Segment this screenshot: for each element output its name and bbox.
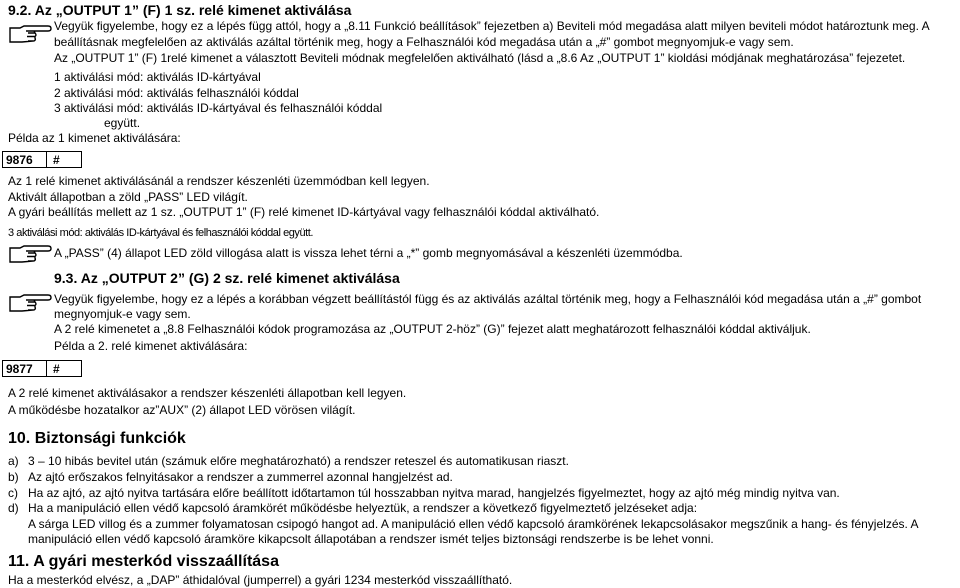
list-item-cont: manipuláció ellen védő kapcsoló áramköre kikapcsolt állapotában a rendszer ismét teljes biztonsági rendszerbe is be lehet vonni. bbox=[28, 532, 714, 546]
mode-line: 1 aktiválási mód: aktiválás ID-kártyával bbox=[54, 70, 261, 84]
section-heading-9-3: 9.3. Az „OUTPUT 2” (G) 2 sz. relé kimenet aktiválása bbox=[54, 270, 400, 286]
text-line: Az 1 relé kimenet aktiválásánál a rendszer készenléti üzemmódban kell legyen. bbox=[8, 174, 430, 188]
code-digits: 9876 bbox=[3, 152, 47, 167]
list-item-label: b) bbox=[8, 470, 19, 484]
code-example-box bbox=[2, 360, 82, 377]
text-line: A 2 relé kimenetet a „8.8 Felhasználói kódok programozása az „OUTPUT 2-höz” (G)” fejezet alatt meghatározott felhasználói kóddal aktiváljuk. bbox=[54, 322, 811, 336]
section-heading-9-2: 9.2. Az „OUTPUT 1” (F) 1 sz. relé kimenet aktiválása bbox=[8, 2, 352, 18]
text-line: Az „OUTPUT 1” (F) 1relé kimenet a választott Beviteli módnak megfelelően aktiválható (lásd a „8.6 Az „OUTPUT 1” kioldási módjának meghatározása” fejezetet. bbox=[54, 51, 906, 65]
code-example-box bbox=[2, 151, 82, 168]
pointing-hand-icon bbox=[8, 24, 52, 44]
code-digits: 9877 bbox=[3, 361, 47, 376]
text-line: Ha a mesterkód elvész, a „DAP” áthidalóval (jumperrel) a gyári 1234 mesterkód visszaállítható. bbox=[8, 573, 513, 587]
text-line: A „PASS” (4) állapot LED zöld villogása alatt is vissza lehet térni a „*” gomb megnyomásával a készenléti üzemmódba. bbox=[54, 246, 683, 260]
list-item: Ha az ajtó, az ajtó nyitva tartására előre beállított időtartamon túl hosszabban nyitva marad, hangjelzés figyelmeztet, hogy az ajtó még mindig nyitva van. bbox=[28, 486, 840, 500]
section-heading-11: 11. A gyári mesterkód visszaállítása bbox=[8, 553, 279, 570]
text-line: Vegyük figyelembe, hogy ez a lépés a korábban végzett beállítástól függ és az aktiválás azáltal történik meg, hogy a Felhasználói kód megadása után a „#” gombot bbox=[54, 292, 922, 306]
pointing-hand-icon bbox=[8, 293, 52, 313]
text-line: A működésbe hozatalkor az”AUX” (2) állapot LED vörösen világít. bbox=[8, 403, 356, 417]
text-line: 3 aktiválási mód: aktiválás ID-kártyával és felhasználói kóddal együtt. bbox=[8, 227, 313, 239]
example-label: Példa az 1 kimenet aktiválására: bbox=[8, 131, 181, 145]
mode-line: 3 aktiválási mód: aktiválás ID-kártyával és felhasználói kóddal bbox=[54, 101, 383, 115]
text-line: A 2 relé kimenet aktiválásakor a rendszer készenléti állapotban kell legyen. bbox=[8, 386, 407, 400]
example-label: Példa a 2. relé kimenet aktiválására: bbox=[54, 339, 248, 353]
list-item: 3 – 10 hibás bevitel után (számuk előre meghatározható) a rendszer reteszel és automatikusan riaszt. bbox=[28, 454, 569, 468]
text-line: megnyomjuk-e vagy sem. bbox=[54, 307, 191, 321]
code-hash: # bbox=[53, 361, 60, 376]
pointing-hand-icon bbox=[8, 244, 52, 264]
list-item: Ha a manipuláció ellen védő kapcsoló áramkörét működésbe helyeztük, a rendszer a következő figyelmeztető jelzéseket adja: bbox=[28, 501, 698, 515]
text-line: Aktivált állapotban a zöld „PASS” LED világít. bbox=[8, 190, 248, 204]
mode-line-cont: együtt. bbox=[104, 116, 141, 130]
list-item-label: c) bbox=[8, 486, 18, 500]
text-line: A gyári beállítás mellett az 1 sz. „OUTPUT 1” (F) relé kimenet ID-kártyával vagy felhasználói kóddal aktiválható. bbox=[8, 205, 600, 219]
list-item-cont: A sárga LED villog és a zummer folyamatosan csipogó hangot ad. A manipuláció ellen védő kapcsoló áramkörének lekapcsolásakor megszűnik a hang- és fényjelzés. A bbox=[28, 517, 919, 531]
code-hash: # bbox=[53, 152, 60, 167]
list-item-label: d) bbox=[8, 501, 19, 515]
text-line: Vegyük figyelembe, hogy ez a lépés függ attól, hogy a „8.11 Funkció beállítások” fejezetben a) Beviteli mód megadása alatt milyen beviteli módot határoztunk meg. A bbox=[54, 19, 930, 33]
section-heading-10: 10. Biztonsági funkciók bbox=[8, 430, 186, 447]
list-item-label: a) bbox=[8, 454, 19, 468]
list-item: Az ajtó erőszakos felnyitásakor a rendszer a zummerrel azonnal hangjelzést ad. bbox=[28, 470, 453, 484]
text-line: beállításnak megfelelően az aktiválás azáltal történik meg, hogy a Felhasználói kód megadása után a „#” gombot megnyomjuk-e vagy sem. bbox=[54, 35, 794, 49]
mode-line: 2 aktiválási mód: aktiválás felhasználói kóddal bbox=[54, 86, 299, 100]
